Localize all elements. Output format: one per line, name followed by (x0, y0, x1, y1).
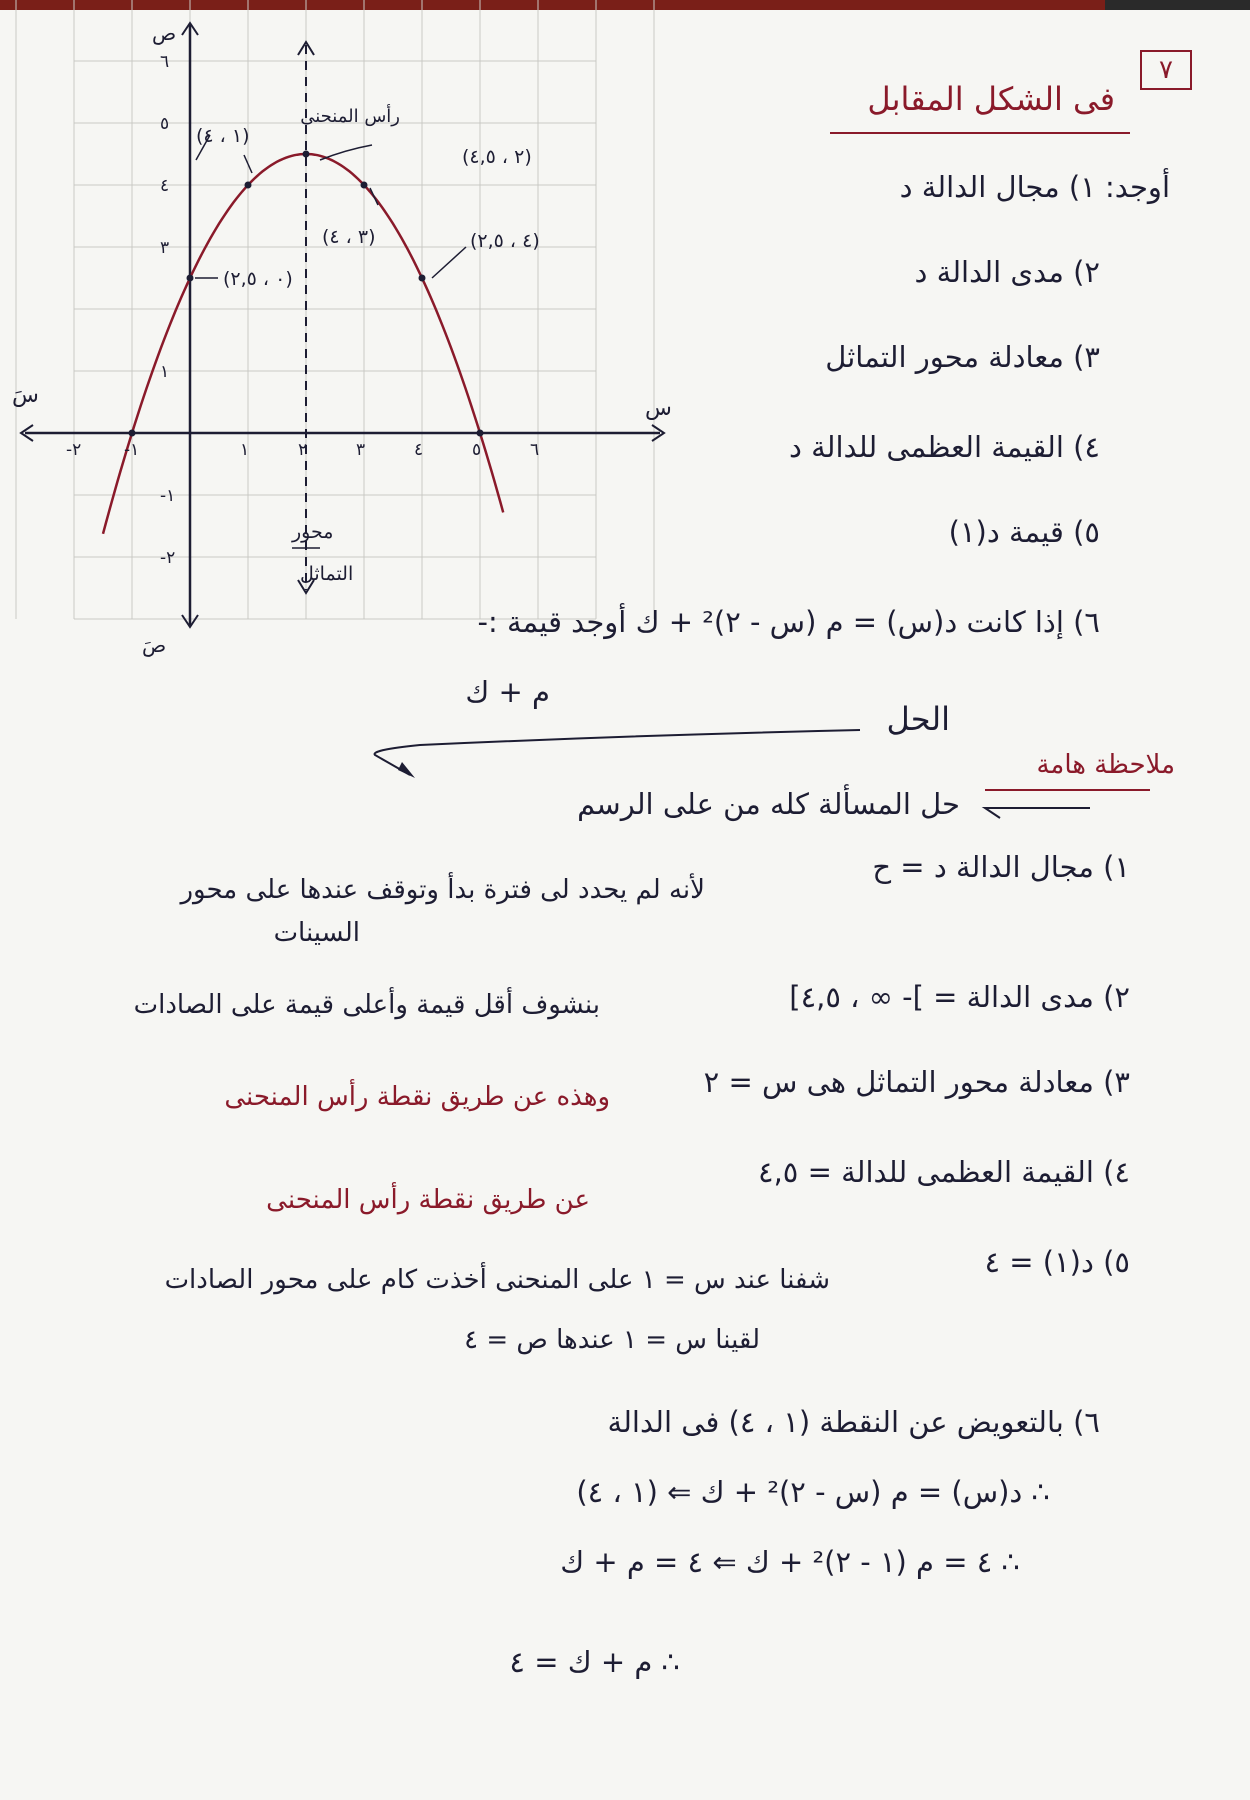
question-5: ٥) قيمة د(١) (948, 515, 1100, 549)
answer-6-line-3: ∴ م + ك = ٤ (509, 1645, 680, 1679)
question-6: ٦) إذا كانت د(س) = م (س - ٢)² + ك أوجد قيمة :- (477, 605, 1100, 639)
x-tick-label: ٥ (472, 440, 482, 460)
x-tick-label: -١ (124, 440, 140, 460)
question-1: أوجد: ١) مجال الدالة د (899, 170, 1170, 204)
answer-3-reason: وهذه عن طريق نقطة رأس المنحنى (224, 1082, 610, 1112)
answer-5-reason-2: لقينا س = ١ عندها ص = ٤ (464, 1325, 760, 1355)
solution-heading: الحل (886, 700, 950, 738)
symmetry-axis-label-1: محور (292, 521, 334, 543)
point-label-3-4: (٣ ، ٤) (322, 226, 376, 248)
answer-5: ٥) د(١) = ٤ (984, 1245, 1130, 1279)
y-tick-label: ٥ (160, 114, 170, 134)
answer-6: ٦) بالتعويض عن النقطة (١ ، ٤) فى الدالة (607, 1405, 1100, 1439)
point-label-1-4: (١ ، ٤) (196, 125, 250, 147)
question-2: ٢) مدى الدالة د (914, 255, 1100, 289)
y-tick-label: -١ (160, 486, 176, 506)
x-tick-label: ٣ (356, 440, 366, 460)
vertex-point-label: (٢ ، ٤,٥) (462, 146, 532, 168)
x-axis-label-negative: سَ (12, 383, 39, 408)
question-4: ٤) القيمة العظمى للدالة د (788, 430, 1100, 464)
problem-title: فى الشكل المقابل (867, 80, 1115, 118)
answer-2-reason: بنشوف أقل قيمة وأعلى قيمة على الصادات (133, 990, 600, 1020)
answer-2: ٢) مدى الدالة = ]- ∞ ، ٤,٥] (789, 980, 1130, 1014)
x-tick-label: ٦ (530, 440, 540, 460)
symmetry-axis-label-2: التماثل (300, 563, 354, 585)
vertex-label: رأس المنحنى (300, 106, 400, 127)
y-axis-label: ص (152, 21, 177, 45)
y-tick-label: ١ (160, 362, 170, 382)
important-note-title: ملاحظة هامة (1036, 750, 1175, 780)
answer-5-reason: شفنا عند س = ١ على المنحنى أخذت كام على محور الصادات (164, 1265, 830, 1295)
point-label-0-25: (٠ ، ٢,٥) (223, 268, 293, 290)
answer-1-reason-2: السينات (273, 918, 360, 948)
x-tick-label: -٢ (66, 440, 82, 460)
question-3: ٣) معادلة محور التماثل (825, 340, 1100, 374)
point-label-4-25: (٤ ، ٢,٥) (470, 230, 540, 252)
x-tick-label: ٤ (414, 440, 424, 460)
y-tick-label: -٢ (160, 548, 176, 568)
answer-6-line-2: ∴ ٤ = م (١ - ٢)² + ك ⇐ ٤ = م + ك (560, 1545, 1020, 1579)
important-note-text: حل المسألة كله من على الرسم (577, 787, 960, 821)
y-tick-label: ٣ (160, 238, 170, 258)
x-axis-label: س (645, 396, 672, 421)
answer-6-line-1: ∴ د(س) = م (س - ٢)² + ك ⇐ (١ ، ٤) (576, 1475, 1050, 1509)
y-tick-label: ٤ (160, 176, 170, 196)
x-tick-label: ١ (240, 440, 250, 460)
y-axis-label-negative: صَ (142, 633, 167, 657)
x-tick-label: ٢ (298, 440, 308, 460)
answer-4-reason: عن طريق نقطة رأس المنحنى (266, 1185, 590, 1215)
y-tick-label: ٦ (160, 52, 170, 72)
solution-heading-line (0, 0, 1250, 820)
answer-1-reason: لأنه لم يحدد لى فترة بدأ وتوقف عندها على محور (180, 875, 705, 905)
answer-3: ٣) معادلة محور التماثل هى س = ٢ (703, 1065, 1130, 1099)
answer-4: ٤) القيمة العظمى للدالة = ٤,٥ (758, 1155, 1130, 1189)
problem-number: ٧ (1140, 50, 1192, 90)
question-6-expression: م + ك (465, 675, 550, 709)
answer-1: ١) مجال الدالة د = ح (872, 850, 1130, 884)
